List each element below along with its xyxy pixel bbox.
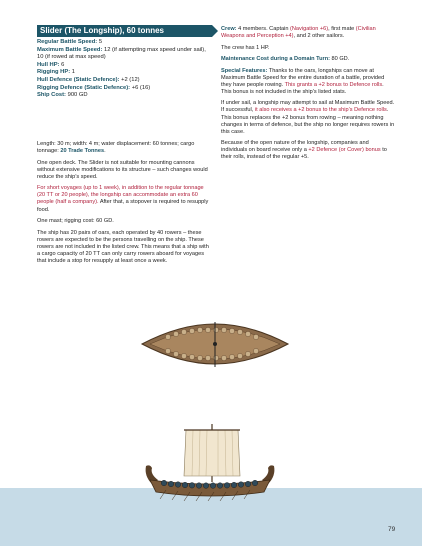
oars-paragraph: The ship has 20 pairs of oars, each operated by 40 rowers – these rowers are expected to be the persons travelling on the ship. These rowers are not included in the listed crew. This means that a ship with a cargo capacity of 20 TT can only carry rowers aboard for voyages that include a stop for resupply at least once a week. xyxy=(37,229,209,264)
right-column-text xyxy=(221,26,395,166)
maintenance-paragraph: Maintenance Cost during a Domain Turn: 80 GD. xyxy=(221,56,350,63)
longship-side-view-illustration xyxy=(130,420,290,502)
sail-paragraph: If under sail, a longship may attempt to sail at Maximum Battle Speed. If successful, it also receives a +2 bonus to the ship’s Defence rolls. This bonus replaces the +2 bonus from rowing – meaning nothing changes in terms of defence, but the ship no longer requires rowers in this case. xyxy=(221,100,395,135)
voyage-paragraph: For short voyages (up to 1 week), in addition to the regular tonnage (20 TT or 20 people), the longship can accommodate an extra 60 people (half a company). After that, a stopover is required to resupply food. xyxy=(37,185,209,213)
stat-regular-speed: Regular Battle Speed: 5 xyxy=(37,39,103,45)
stat-ship-cost: Ship Cost: 900 GD xyxy=(37,92,88,99)
stat-hull-defence: Hull Defence (Static Defence): +2 (12) xyxy=(37,76,140,83)
crew-hp-paragraph: The crew has 1 HP. xyxy=(221,44,270,51)
page-number: 79 xyxy=(388,526,396,533)
crew-paragraph: Crew: 4 members. Captain (Navigation +6), first mate (Civilian Weapons and Perception +4), and 2 other sailors. xyxy=(221,26,376,40)
stat-max-speed: Maximum Battle Speed: 12 (if attempting max speed under sail), 10 (if rowed at max speed) xyxy=(37,46,206,61)
longship-top-view-illustration xyxy=(140,322,290,367)
stat-rigging-defence: Rigging Defence (Static Defence): +6 (16) xyxy=(37,84,151,91)
stat-rigging-hp: Rigging HP: 1 xyxy=(37,69,76,76)
left-column-text xyxy=(37,141,212,269)
mast-paragraph: One mast; rigging cost: 60 GD. xyxy=(37,218,114,225)
ship-stats xyxy=(37,39,212,100)
special-features-paragraph: Special Features: Thanks to the oars, longships can move at Maximum Battle Speed for the entire duration of a battle, provided they have people rowing. This grants a +2 bonus to Defence rolls. This bonus is not included in the ship’s listed stats. xyxy=(221,67,385,95)
open-nature-paragraph: Because of the open nature of the longship, companies and individuals on board receive only a +2 Defence (or Cover) bonus to their rolls, instead of the regular +5. xyxy=(221,140,387,161)
dimensions-paragraph: Length: 30 m; width: 4 m; water displacement: 60 tonnes; cargo tonnage: 20 Trade Tonnes. xyxy=(37,141,195,155)
deck-paragraph: One open deck. The Slider is not suitable for mounting cannons without extensive modifications to its structure – such changes would reduce the ship’s speed. xyxy=(37,159,208,180)
ship-title-banner: Slider (The Longship), 60 tonnes xyxy=(37,25,212,37)
stat-hull-hp: Hull HP: 6 xyxy=(37,61,65,68)
